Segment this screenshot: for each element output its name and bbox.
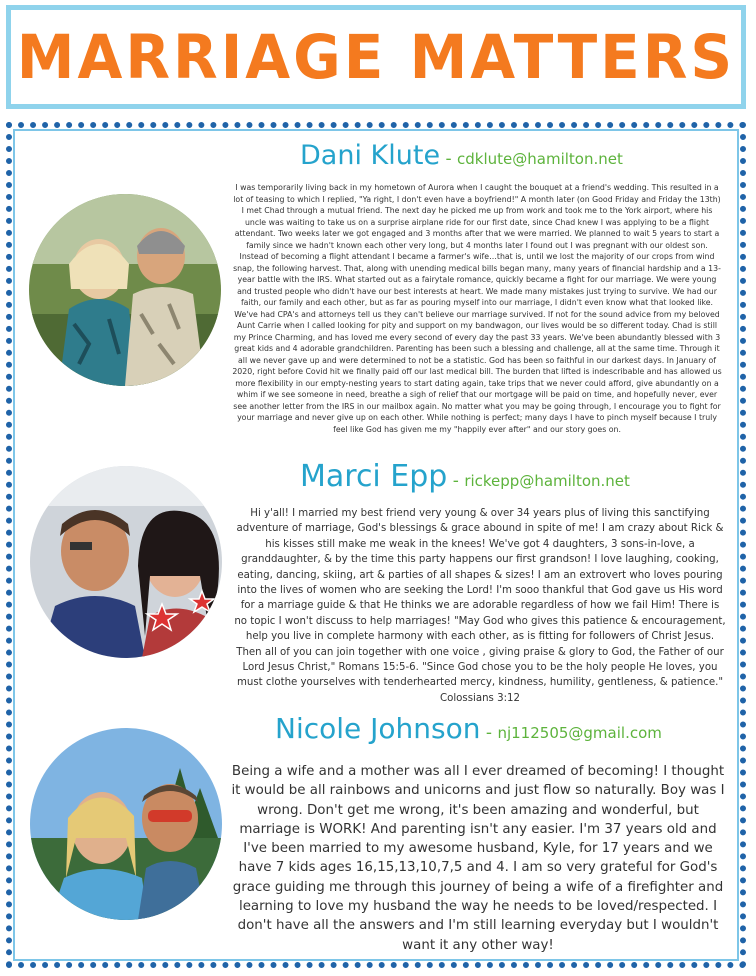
profile-bio: Hi y'all! I married my best friend very young & over 34 years plus of living this sanctifying adventure of marriage, God's blessings & grace abound in spite of me! I am crazy about Rick & his kisses still make me weak in the knees! We've got 4 daughters, 3 sons-in-love, a granddaughter, & by the time this party happens our first grandson! I love laughing, cooking, eating, dancing, skiing, art & parties of all shapes & sizes! I am an extrovert who loves pouring into the lives of women who are seeking the Lord! I'm sooo thankful that God gave us His word for a marriage guide & that He thinks we are adorable regardless of how we fail Him! There is no topic I won't discuss to help marriages! "May God who gives this patience & encouragement, help you live in complete harmony with each other, as is fitting for followers of Christ Jesus. Then all of you can join together with one voice , giving praise & glory to God, the Father of our Lord Jesus Christ," Romans 15:5-6. "Since God chose you to be the holy people He loves, you must clothe yourselves with tenderhearted mercy, kindness, humility, gentleness, & patience." Colossians 3:12 — [234, 508, 726, 704]
profile-email-link[interactable]: rickepp@hamilton.net — [464, 472, 630, 490]
profile-photo — [29, 194, 221, 386]
profile-email-link[interactable]: nj112505@gmail.com — [497, 724, 662, 742]
couple-photo-image — [29, 194, 221, 386]
name-email-separator: - — [447, 471, 465, 491]
name-email-separator: - — [440, 149, 458, 169]
profile-heading — [300, 459, 736, 494]
name-email-separator: - — [480, 723, 498, 743]
profile-heading — [275, 712, 736, 745]
header-banner — [6, 5, 746, 109]
couple-photo-image — [30, 728, 222, 920]
profile-bio: Being a wife and a mother was all I ever dreamed of becoming! I thought it would be all rainbows and unicorns and just flow so naturally. Boy was I wrong. Don't get me wrong, it's been amazing and wonderful, but marriage is WORK! And parenting isn't any easier. I'm 37 years old and I've been married to my awesome husband, Kyle, for 17 years and we have 7 kids ages 16,15,13,10,7,5 and 4. I am so very grateful for God's grace guiding me through this journey of being a wife of a firefighter and learning to love my husband the way he needs to be loved/respected. I don't have all the answers and I'm still learning everyday but I wouldn't want it any other way! — [231, 764, 725, 953]
profile-photo — [30, 466, 222, 658]
couple-photo-image — [30, 466, 222, 658]
profile-name: Dani Klute — [300, 140, 441, 171]
page-title: MARRIAGE MATTERS — [16, 21, 736, 93]
profile-name: Marci Epp — [300, 459, 448, 494]
profile-heading — [300, 140, 736, 171]
profile-bio: I was temporarily living back in my hometown of Aurora when I caught the bouquet at a friend's wedding. This resulted in a lot of teasing to which I replied, "Ya right, I don't even have a boyfriend!" A month later (on Good Friday and Friday the 13th) I met Chad through a mutual friend. The next day he picked me up from work and took me to the York airport, where his uncle was waiting to take us on a surprise airplane ride for our first date, since Chad knew I was applying to be a flight attendant. Two weeks later we got engaged and 3 months after that we were married. We planned to wait 5 years to start a family since we hadn't known each other very long, but 4 months later I found out I was pregnant with our oldest son. Instead of becoming a flight attendant I became a farmer's wife…that is, until we lost the majority of our crops from wind snap, the following harvest. That, along with unending medical bills began many, many years of financial hardship and a 13-year battle with the IRS. What started out as a fairytale romance, quickly became a fight for our marriage. We were young and trusted people who didn't have our best interests at heart. We made many mistakes just trying to survive. We had our faith, our family and each other, but as far as pouring myself into our marriage, I didn't even know what that looked like. We've had CPA's and attorneys tell us they can't believe our marriage survived. If not for the sound advice from my beloved Aunt Carrie when I called looking for pity and support on my bandwagon, our lives would be so different today. Chad is still my Prince Charming, and has loved me every second of every day the past 33 years. We've been abundantly blessed with 3 great kids and 4 adorable grandchildren. Parenting has been such a blessing and challenge, all at the same time. Through it all we never gave up and were determined to not be a statistic. God has been so faithful in our darkest days. In January of 2020, right before Covid hit we finally paid off our last medical bill. The burden that lifted is indescribable and has allowed us more flexibility in our empty-nesting years to start dating again, take trips that we never could afford, give abundantly on a whim if we see someone in need, breathe a sigh of relief that our mortgage will be paid on time, and hopefully never, ever see another letter from the IRS in our mailbox again. No matter what you may be going through, I encourage you to fight for your marriage and never give up on each other. While nothing is perfect; many days I have to pinch myself because I truly feel like God has given me my "happily ever after" and our story goes on. — [232, 183, 722, 434]
profile-email-link[interactable]: cdklute@hamilton.net — [457, 150, 623, 168]
profile-name: Nicole Johnson — [275, 712, 481, 745]
profile-photo — [30, 728, 222, 920]
